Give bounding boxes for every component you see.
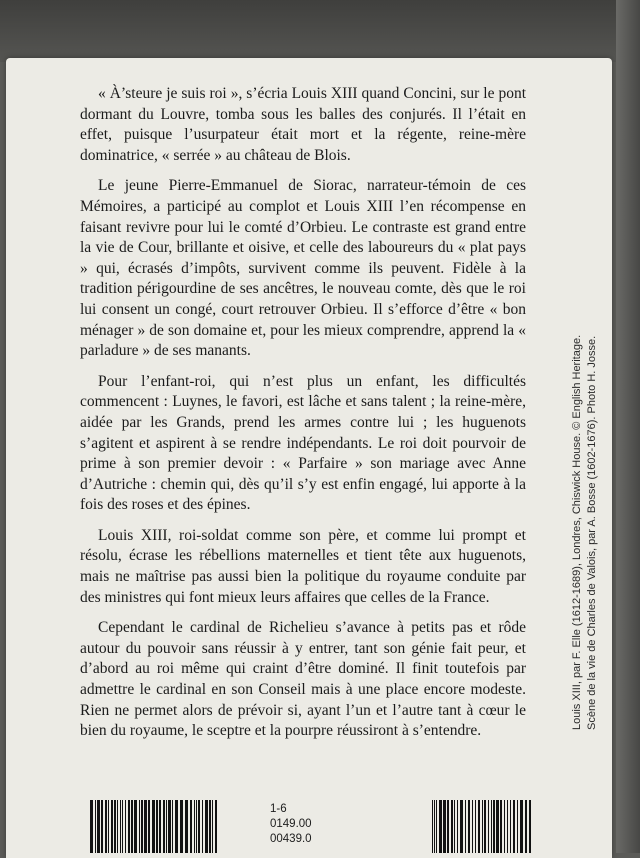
barcode-bar <box>443 800 446 853</box>
barcode-bar <box>172 800 173 853</box>
barcode-bar <box>202 800 203 853</box>
barcode-bar <box>141 800 143 853</box>
barcode-bar <box>500 800 502 853</box>
barcode-bar <box>122 800 123 853</box>
barcode-bar <box>97 800 100 853</box>
barcode-bar <box>134 800 137 853</box>
barcode-bar <box>105 800 107 853</box>
barcode-bar <box>493 800 495 853</box>
barcode-bar <box>468 800 470 853</box>
barcode-bar <box>108 800 109 853</box>
blurb-paragraph-5: Cependant le cardinal de Richelieu s’avance à petits pas et rôde autour du pouvoir sans réussir à y entrer, tant son génie fait peur, et d’abord au roi même qui craint d’être dominé. Il finit toutefois par admettre le cardinal en son Conseil mais à une place encore modeste. Rien ne permet alors de prévoir si, ayant l’un et l’autre tant à cœur le bien du royaume, le sceptre et la pourpre réussiront à s’entendre. <box>80 619 526 740</box>
barcode-bar <box>465 800 466 853</box>
barcode-bar <box>491 800 492 853</box>
barcode-bar <box>95 800 96 853</box>
barcode-bar <box>114 800 116 853</box>
image-credit-line-1: Louis XIII, par F. Elle (1612-1689), Londres, Chiswick House. © English Heritage. <box>571 334 583 730</box>
barcode-bar <box>166 800 167 853</box>
barcode-bar <box>451 800 453 853</box>
barcode-bar <box>507 800 508 853</box>
catalog-codes <box>270 802 312 847</box>
barcode-bar <box>517 800 518 853</box>
blurb-paragraph-4: Louis XIII, roi-soldat comme son père, et comme lui prompt et résolu, écrase les rébellions maternelles et tient tête aux huguenots, mais ne maîtrise pas aussi bien la politique du royaume conduite par des ministres qui font mieux leurs affaires que celles de la France. <box>80 526 526 606</box>
barcode-bar <box>163 800 165 853</box>
barcode-bar <box>520 800 523 853</box>
barcode-bar <box>504 800 505 853</box>
barcode-bar <box>144 800 147 853</box>
image-credit <box>570 270 600 730</box>
barcode-bar <box>432 800 433 853</box>
blurb-paragraph-3: Pour l’enfant-roi, qui n’est plus un enfant, les difficultés commencent : Luynes, le favori, est lâche et sans talent ; la reine-mère, aidée par les Grands, prend les armes contre lui ; les huguenots s’agitent et aspirent à se rendre indépendants. Le roi doit pourvoir de prime à son premier devoir : « Parfaire » son mariage avec Anne d’Autriche : chemin qui, dès qu’il s’y est enfin engagé, lui apporte à la fois des roses et des épines. <box>80 372 526 514</box>
image-credit-line-2: Scène de la vie de Charles de Valois, par A. Bosse (1602-1676). Photo H. Josse. <box>586 335 598 730</box>
barcode-bar <box>196 800 197 853</box>
back-cover-blurb <box>80 84 526 752</box>
barcode-bar <box>472 800 473 853</box>
barcode-bar <box>212 800 213 853</box>
barcode-bar <box>457 800 458 853</box>
barcode-bar <box>131 800 133 853</box>
barcode-bar <box>180 800 183 853</box>
barcode-right <box>432 800 547 853</box>
barcode-bar <box>159 800 161 853</box>
barcode-bar <box>513 800 515 853</box>
code-line-2: 0149.00 <box>270 818 312 830</box>
barcode-bar <box>194 800 195 853</box>
barcode-bar <box>482 800 483 853</box>
barcode-bar <box>156 800 158 853</box>
barcode-bar <box>185 800 188 853</box>
barcode-bar <box>125 800 126 853</box>
barcode-bar <box>190 800 192 853</box>
barcode-bar <box>128 800 130 853</box>
barcode-bar <box>198 800 200 853</box>
barcode-bar <box>454 800 455 853</box>
barcode-bar <box>439 800 442 853</box>
blurb-paragraph-2: Le jeune Pierre-Emmanuel de Siorac, narrateur-témoin de ces Mémoires, a participé au complot et Louis XIII l’en récompense en faisant revivre pour lui le comté d’Orbieu. Le contraste est grand entre la vie de Cour, brillante et oisive, et celle des laboureurs du « plat pays » qui, écrasés d’impôts, survivent comme ils peuvent. Fidèle à la tradition périgourdine de ses ancêtres, le nouveau comte, dès que le roi lui consent un congé, court retrouver Orbieu. Il s’efforce d’être « bon ménager » de son domaine et, pour les mieux comprendre, apprend la « parladure » de ses manants. <box>80 177 526 360</box>
barcode-bar <box>139 800 140 853</box>
code-line-3: 00439.0 <box>270 833 312 845</box>
barcode-bar <box>120 800 121 853</box>
barcode-bar <box>152 800 155 853</box>
barcode-bar <box>117 800 118 853</box>
barcode-bar <box>436 800 437 853</box>
background-right <box>616 0 640 853</box>
barcode-bar <box>478 800 480 853</box>
barcode-bar <box>525 800 527 853</box>
barcode-bar <box>209 800 211 853</box>
barcode-bar <box>488 800 489 853</box>
code-line-1: 1-6 <box>270 803 287 815</box>
barcode-bar <box>215 800 217 853</box>
barcode-bar <box>447 800 449 853</box>
barcode-bar <box>460 800 463 853</box>
barcode-bar <box>148 800 150 853</box>
barcode-left <box>90 800 240 853</box>
barcode-bar <box>205 800 208 853</box>
barcode-bar <box>90 800 93 853</box>
barcode-bar <box>496 800 499 853</box>
barcode-bar <box>168 800 171 853</box>
barcode-bar <box>111 800 113 853</box>
barcode-bar <box>510 800 511 853</box>
barcode-bar <box>475 800 476 853</box>
barcode-bar <box>175 800 178 853</box>
background-top <box>0 0 640 62</box>
barcode-bar <box>434 800 435 853</box>
blurb-paragraph-1: « À’steure je suis roi », s’écria Louis XIII quand Concini, sur le pont dormant du Louvre, tomba sous les balles des conjurés. Il l’était en effet, puisque l’usurpateur était mort et la régente, reine-mère dominatrice, « serrée » au château de Blois. <box>80 85 526 164</box>
barcode-bar <box>484 800 486 853</box>
barcode-bar <box>529 800 531 853</box>
barcode-bar <box>101 800 103 853</box>
